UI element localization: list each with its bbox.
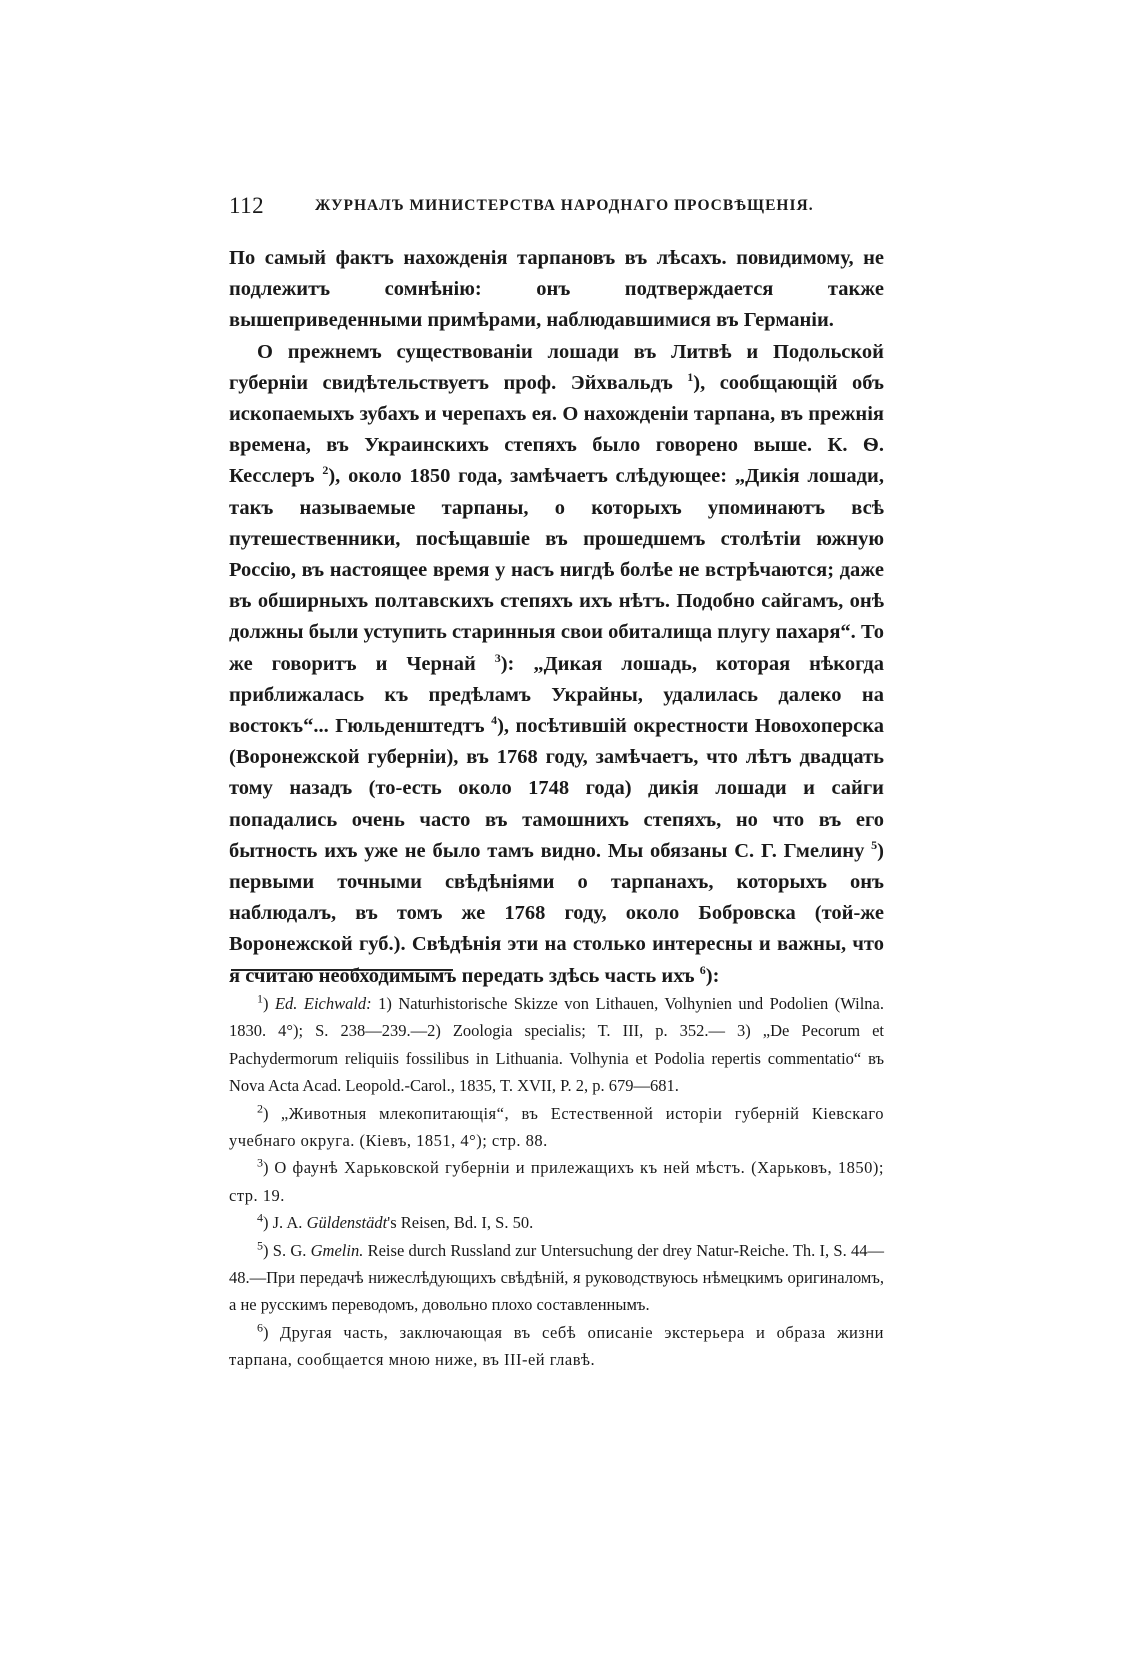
footnote: $^5$) S. G. Gmelin. Reise durch Russland zur Untersuchung der drey Natur-Reiche. Th. I, S. 44—48.—При передачѣ нижеслѣдующихъ свѣдѣній, я руководствуюсь нѣмецкимъ оригиналомъ, а не русскимъ переводомъ, довольно плохо составленнымъ. <box>229 1238 884 1315</box>
text-run: ): <box>705 964 720 987</box>
footnote-mark: 4 <box>257 1210 263 1225</box>
text-run: ), сообщающій объ ископаемыхъ зубахъ и черепахъ ея. О нахожденіи тарпана, въ прежнія времена, въ Украинскихъ степяхъ было говорено выше. К. Ѳ. Кесслеръ <box>229 371 885 488</box>
footnote-text: О фаунѣ Харьковской губерніи и прилежащихъ къ ней мѣстъ. (Харьковъ, 1850); стр. 19. <box>229 1158 884 1205</box>
footnote-author: Ed. Eichwald: <box>274 994 372 1013</box>
footnote-text: 1) Naturhistorische Skizze von Lithauen, Volhynien und Podolien (Wilna. 1830. 4°); S. 238—239.—2) Zoologia specialis; T. III, p. 352.— 3) „De Pecorum et Pachydermorum reliquiis fossilibus in Lithuania. Volhynia et Podolia repertis commentatio“ въ Nova Acta Acad. Leopold.-Carol., 1835, T. XVII, P. 2, p. 679—681. <box>229 994 884 1096</box>
text-run: ), посѣтившій окрестности Новохоперска (Воронежской губерніи), въ 1768 году, замѣчаетъ, что лѣтъ двадцать тому назадъ (то-есть около 1748 года) дикія лошади и сайги попадались очень часто въ тамошнихъ степяхъ, но что въ его бытность ихъ уже не было тамъ видно. Мы обязаны С. Г. Гмелину <box>229 715 884 862</box>
footnote-mark: 3 <box>257 1155 263 1170</box>
footnote: $^2$) „Животныя млекопитающія“, въ Естественной исторіи губерній Кіевскаго учебнаго округа. (Кіевъ, 1851, 4°); стр. 88. <box>229 1101 884 1151</box>
footnote: $^3$) О фаунѣ Харьковской губерніи и прилежащихъ къ ней мѣстъ. (Харьковъ, 1850); стр. 19. <box>229 1155 884 1205</box>
text-run: ), около 1850 года, замѣчаетъ слѣдующее: „Дикія лошади, такъ называемые тарпаны, о которыхъ упоминаютъ всѣ путешественники, посѣщавшіе въ прошедшемъ столѣтіи южную Россію, въ настоящее время у насъ нигдѣ болѣе не встрѣчаются; даже въ обширныхъ полтавскихъ степяхъ ихъ нѣтъ. Подобно сайгамъ, онѣ должны были уступить старинныя свои обиталища плугу пахаря“. То же говоритъ и Чернай <box>229 465 884 675</box>
main-text <box>229 243 884 992</box>
footnote-text: S. G. <box>268 1240 311 1260</box>
footnote-author: Güldenstädt <box>306 1213 388 1233</box>
running-title: ЖУРНАЛЪ МИНИСТЕРСТВА НАРОДНАГО ПРОСВѢЩЕНІЯ. <box>315 197 814 214</box>
text-run: ) первыми точными свѣдѣніями о тарпанахъ, которыхъ онъ наблюдалъ, въ томъ же 1768 году, около Бобровска (той-же Воронежской губ.). Свѣдѣнія эти на столько интересны и важны, что я считаю необходимымъ передать здѣсь часть ихъ <box>229 839 884 987</box>
footnote-ref[interactable]: 4 <box>491 713 498 728</box>
paragraph: По самый фактъ нахожденія тарпановъ въ лѣсахъ. повидимому, не подлежитъ сомнѣнію: онъ подтверждается также вышеприведенными примѣрами, наблюдавшимися въ Германіи. <box>229 247 884 332</box>
footnote: $^6$) Другая часть, заключающая въ себѣ описаніе экстерьера и образа жизни тарпана, сообщается мною ниже, въ III-ей главѣ. <box>229 1320 884 1370</box>
text-run: О прежнемъ существованіи лошади въ Литвѣ и Подольской губерніи свидѣтельствуетъ проф. Эйхвальдъ <box>229 340 884 394</box>
footnote-text: 's Reisen, Bd. I, S. 50. <box>387 1213 534 1233</box>
footnotes <box>229 990 884 1374</box>
footnote-ref[interactable]: 6 <box>699 962 706 977</box>
footnote: $^1$) Ed. Eichwald: 1) Naturhistorische Skizze von Lithauen, Volhynien und Podolien (Wilna. 1830. 4°); S. 238—239.—2) Zoologia specialis; T. III, p. 352.— 3) „De Pecorum et Pachydermorum reliquiis fossilibus in Lithuania. Volhynia et Podolia repertis commentatio“ въ Nova Acta Acad. Leopold.-Carol., 1835, T. XVII, P. 2, p. 679—681. <box>229 991 884 1096</box>
footnote-mark: 6 <box>257 1320 263 1335</box>
footnote-text: J. A. <box>268 1213 307 1233</box>
footnote: $^4$) J. A. Güldenstädt's Reisen, Bd. I, S. 50. <box>257 1210 534 1233</box>
footnote-author: Gmelin. <box>310 1240 364 1260</box>
footnote-divider <box>231 969 453 971</box>
footnote-mark: 1 <box>257 991 263 1006</box>
footnote-ref[interactable]: 3 <box>494 650 501 665</box>
footnote-ref[interactable]: 5 <box>871 838 878 853</box>
footnote-text: „Животныя млекопитающія“, въ Естественной исторіи губерній Кіевскаго учебнаго округа. (Кіевъ, 1851, 4°); стр. 88. <box>229 1103 884 1151</box>
paragraph <box>229 337 884 992</box>
text-run: ): „Дикая лошадь, которая нѣкогда приближалась къ предѣламъ Украйны, удалилась далеко на востокъ“... Гюльденштедтъ <box>229 652 884 738</box>
footnote-ref[interactable]: 1 <box>687 369 694 384</box>
footnote-ref[interactable]: 2 <box>322 463 329 478</box>
footnote-mark: 2 <box>257 1101 263 1116</box>
page-number: 112 <box>229 193 265 218</box>
footnote-mark: 5 <box>257 1238 263 1253</box>
footnote-text: Reise durch Russland zur Untersuchung der drey Natur-Reiche. Th. I, S. 44—48.—При передачѣ нижеслѣдующихъ свѣдѣній, я руководствуюсь нѣмецкимъ оригиналомъ, а не русскимъ переводомъ, довольно плохо составленнымъ. <box>229 1240 884 1315</box>
footnote-text: Другая часть, заключающая въ себѣ описаніе экстерьера и образа жизни тарпана, сообщается мною ниже, въ III-ей главѣ. <box>229 1322 884 1370</box>
